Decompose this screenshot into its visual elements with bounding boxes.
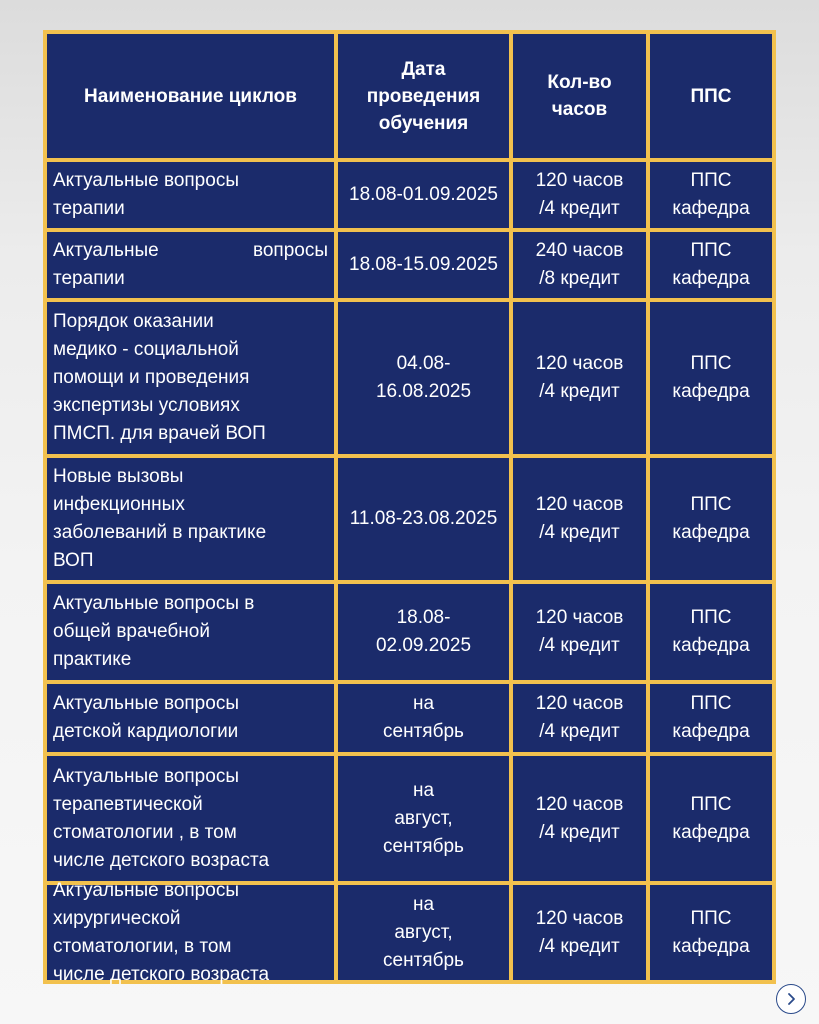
row-6-date: на сентябрь	[338, 684, 509, 752]
row-1-hours: 120 часов /4 кредит	[513, 162, 646, 228]
row-2-name: Актуальные вопросы терапии	[47, 232, 334, 298]
row-8-date: на август, сентябрь	[338, 885, 509, 980]
row-2-hours: 240 часов /8 кредит	[513, 232, 646, 298]
row-6-name: Актуальные вопросы детской кардиологии	[47, 684, 334, 752]
header-name: Наименование циклов	[47, 34, 334, 158]
header-date: Дата проведения обучения	[338, 34, 509, 158]
row-1-name: Актуальные вопросы терапии	[47, 162, 334, 228]
row-3-pps: ППС кафедра	[650, 302, 772, 454]
row-7-pps: ППС кафедра	[650, 756, 772, 881]
row-7-hours: 120 часов /4 кредит	[513, 756, 646, 881]
row-5-hours: 120 часов /4 кредит	[513, 584, 646, 680]
row-1-date: 18.08-01.09.2025	[338, 162, 509, 228]
row-7-name: Актуальные вопросы терапевтической стоматологии , в том числе детского возраста	[47, 756, 334, 881]
row-4-pps: ППС кафедра	[650, 458, 772, 580]
row-6-pps: ППС кафедра	[650, 684, 772, 752]
row-3-name: Порядок оказании медико - социальной помощи и проведения экспертизы условиях ПМСП. для врачей ВОП	[47, 302, 334, 454]
row-8-hours: 120 часов /4 кредит	[513, 885, 646, 980]
row-5-pps: ППС кафедра	[650, 584, 772, 680]
row-8-name: Актуальные вопросы хирургической стоматологии, в том числе детского возраста	[47, 885, 334, 980]
row-7-date: на август, сентябрь	[338, 756, 509, 881]
header-hours: Кол-во часов	[513, 34, 646, 158]
row-4-date: 11.08-23.08.2025	[338, 458, 509, 580]
row-6-hours: 120 часов /4 кредит	[513, 684, 646, 752]
row-3-date: 04.08- 16.08.2025	[338, 302, 509, 454]
row-2-date: 18.08-15.09.2025	[338, 232, 509, 298]
row-4-hours: 120 часов /4 кредит	[513, 458, 646, 580]
chevron-right-icon	[784, 992, 798, 1006]
courses-table	[43, 30, 776, 984]
row-4-name: Новые вызовы инфекционных заболеваний в практике ВОП	[47, 458, 334, 580]
row-2-pps: ППС кафедра	[650, 232, 772, 298]
next-page-button[interactable]	[776, 984, 806, 1014]
row-5-name: Актуальные вопросы в общей врачебной практике	[47, 584, 334, 680]
header-pps: ППС	[650, 34, 772, 158]
row-8-pps: ППС кафедра	[650, 885, 772, 980]
row-5-date: 18.08- 02.09.2025	[338, 584, 509, 680]
row-1-pps: ППС кафедра	[650, 162, 772, 228]
row-3-hours: 120 часов /4 кредит	[513, 302, 646, 454]
